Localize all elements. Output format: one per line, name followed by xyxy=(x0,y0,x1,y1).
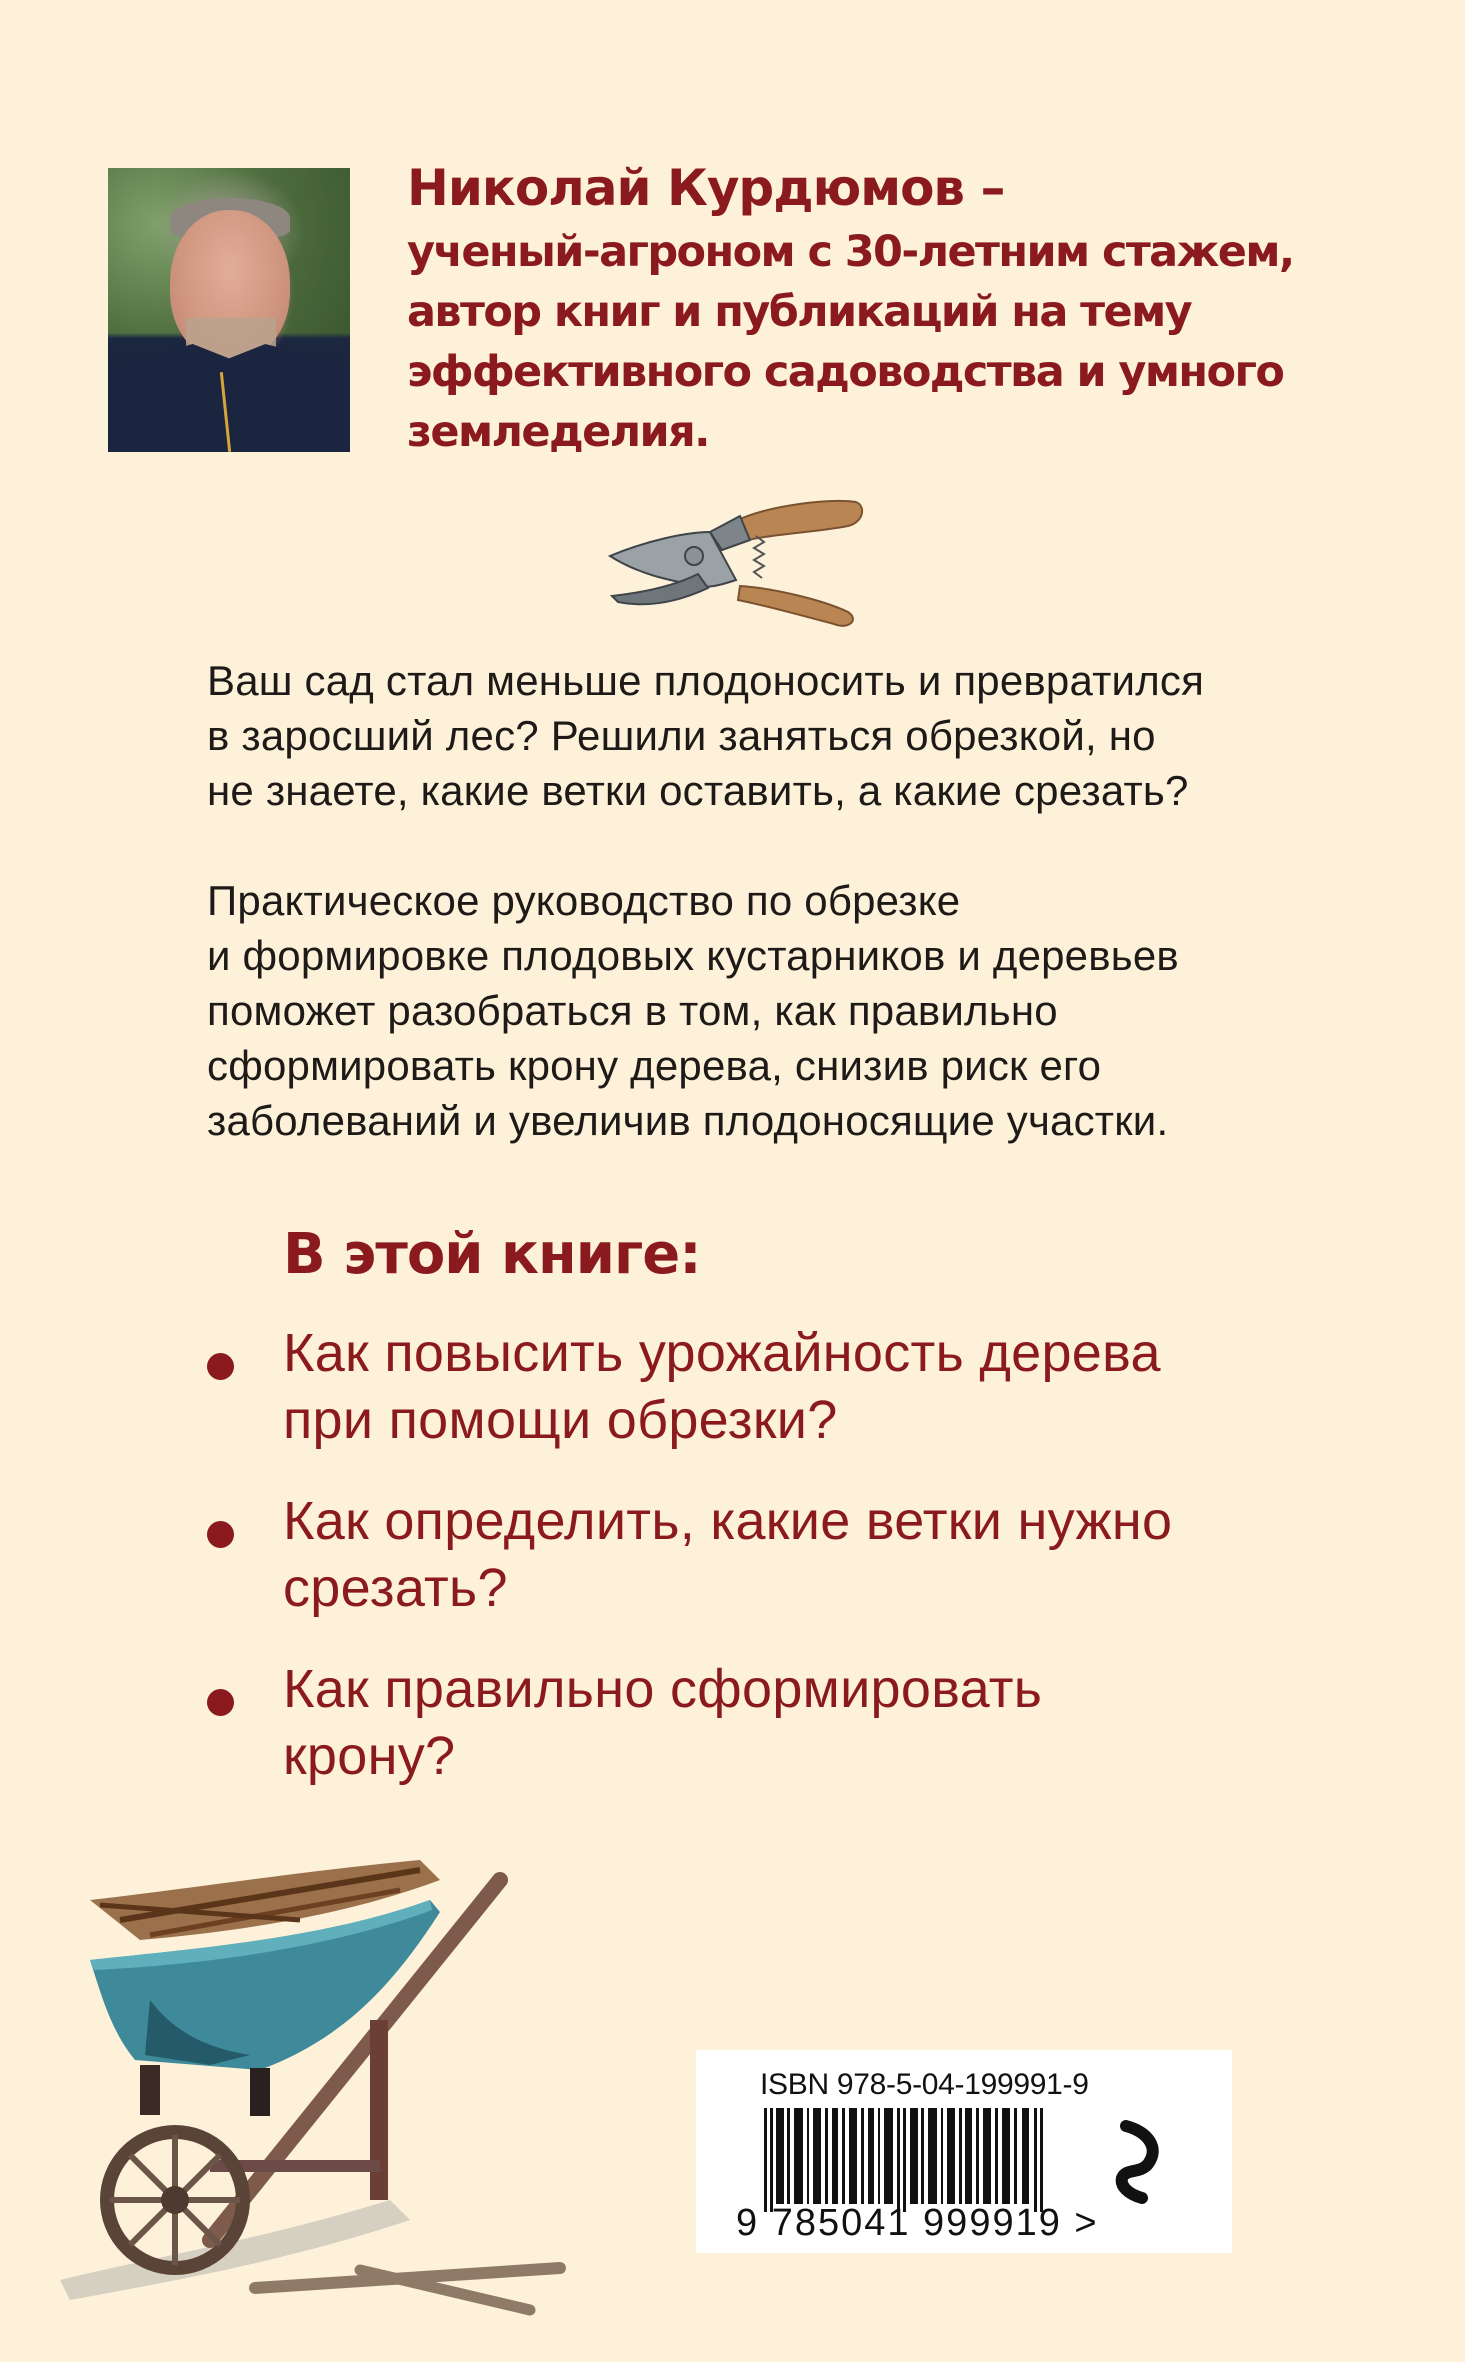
author-photo xyxy=(108,168,350,452)
intro-line: Практическое руководство по обрезке xyxy=(207,877,961,924)
list-item xyxy=(207,1656,1307,1824)
pruning-shears-icon xyxy=(598,488,864,628)
list-item-text xyxy=(283,1488,1172,1622)
isbn-label: ISBN 978-5-04-199991-9 xyxy=(760,2068,1089,2101)
list-item-line: Как определить, какие ветки нужно xyxy=(283,1491,1173,1551)
in-this-book-list xyxy=(207,1320,1307,1824)
bullet-icon xyxy=(207,1521,234,1548)
author-description-line: автор книг и публикаций на тему xyxy=(407,287,1192,337)
intro-line: сформировать крону дерева, снизив риск его xyxy=(207,1042,1102,1089)
author-description xyxy=(407,222,1294,462)
intro-line: и формировке плодовых кустарников и деревьев xyxy=(207,932,1179,979)
list-item-line: крону? xyxy=(283,1726,456,1786)
barcode-icon xyxy=(764,2108,1044,2212)
intro-line: заболеваний и увеличив плодоносящие участки. xyxy=(207,1097,1169,1144)
intro-line: Ваш сад стал меньше плодоносить и превратился xyxy=(207,657,1205,704)
isbn-barcode-panel xyxy=(696,2050,1232,2253)
list-item-text xyxy=(283,1656,1042,1790)
bullet-icon xyxy=(207,1353,234,1380)
list-item-line: срезать? xyxy=(283,1558,508,1618)
list-item xyxy=(207,1320,1307,1488)
author-description-line: земледелия. xyxy=(407,407,709,457)
list-item xyxy=(207,1488,1307,1656)
author-description-line: эффективного садоводства и умного xyxy=(407,347,1284,397)
in-this-book-heading: В этой книге: xyxy=(283,1222,701,1287)
intro-paragraph-2 xyxy=(207,873,1179,1148)
intro-paragraph-1 xyxy=(207,653,1204,818)
publisher-logo-icon xyxy=(1112,2120,1162,2204)
intro-line: не знаете, какие ветки оставить, а какие срезать? xyxy=(207,767,1189,814)
intro-line: поможет разобраться в том, как правильно xyxy=(207,987,1058,1034)
author-description-line: ученый-агроном с 30-летним стажем, xyxy=(407,227,1294,277)
bullet-icon xyxy=(207,1689,234,1716)
isbn-digits: 9 785041 999919 > xyxy=(736,2202,1099,2244)
wheelbarrow-icon xyxy=(60,1840,580,2320)
list-item-line: при помощи обрезки? xyxy=(283,1390,838,1450)
list-item-line: Как правильно сформировать xyxy=(283,1659,1043,1719)
intro-line: в заросший лес? Решили заняться обрезкой, но xyxy=(207,712,1156,759)
list-item-text xyxy=(283,1320,1161,1454)
list-item-line: Как повысить урожайность дерева xyxy=(283,1323,1161,1383)
author-name: Николай Курдюмов – xyxy=(407,159,1005,217)
